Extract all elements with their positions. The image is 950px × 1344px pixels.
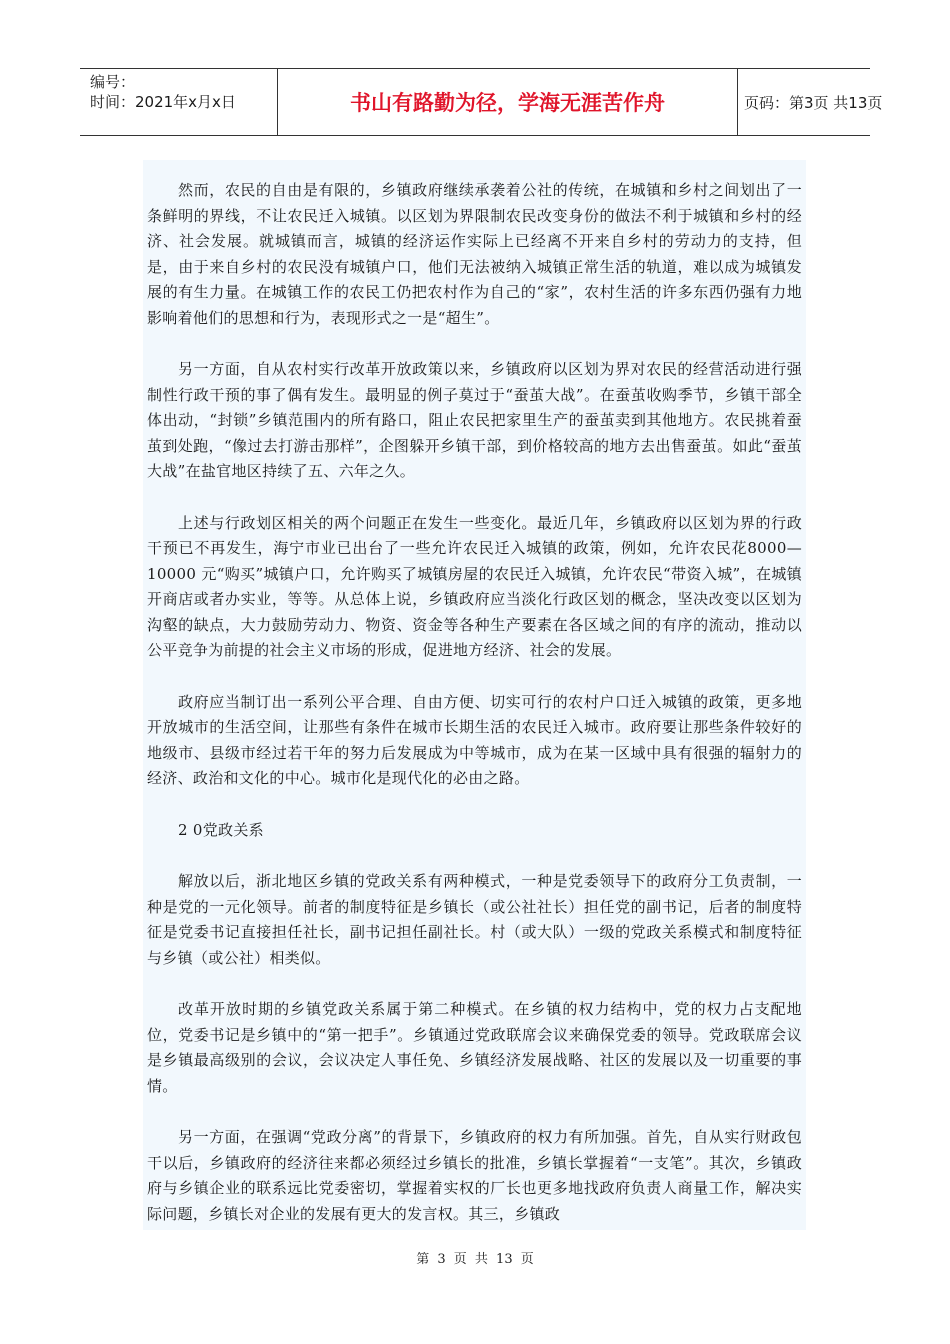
document-date-label: 时间：2021年x月x日 [90, 93, 236, 111]
page-footer: 第 3 页 共 13 页 [416, 1252, 534, 1267]
paragraph: 上述与行政划区相关的两个问题正在发生一些变化。最近几年，乡镇政府以区划为界的行政干预已不再发生，海宁市业已出台了一些允许农民迁入城镇的政策，例如，允许农民花8000—10000 元“购买”城镇户口，允许购买了城镇房屋的农民迁入城镇，允许农民“带资入城”，在城镇开商店或者办实业，等等。从总体上说，乡镇政府应当淡化行政区划的概念，坚决改变以区划为沟壑的缺点，大力鼓励劳动力、物资、资金等各种生产要素在各区域之间的有序的流动，推动以公平竞争为前提的社会主义市场的形成，促进地方经济、社会的发展。 [147, 513, 802, 659]
page-header [80, 68, 883, 136]
header-meta [80, 69, 278, 135]
paragraph: 政府应当制订出一系列公平合理、自由方便、切实可行的农村户口迁入城镇的政策，更多地开放城市的生活空间，让那些有条件在城市长期生活的农民迁入城市。政府要让那些条件较好的地级市、县级市经过若干年的努力后发展成为中等城市，成为在某一区域中具有很强的辐射力的经济、政治和文化的中心。城市化是现代化的必由之路。 [147, 692, 802, 787]
paragraph: 另一方面，自从农村实行改革开放政策以来，乡镇政府以区划为界对农民的经营活动进行强制性行政干预的事了偶有发生。最明显的例子莫过于“蚕茧大战”。在蚕茧收购季节，乡镇干部全体出动，“封锁”乡镇范围内的所有路口，阻止农民把家里生产的蚕茧卖到其他地方。农民挑着蚕茧到处跑，“像过去打游击那样”，企图躲开乡镇干部，到价格较高的地方去出售蚕茧。如此“蚕茧大战”在盐官地区持续了五、六年之久。 [147, 360, 802, 480]
section-heading: 2 0党政关系 [178, 820, 264, 839]
paragraph: 解放以后，浙北地区乡镇的党政关系有两种模式，一种是党委领导下的政府分工负责制，一种是党的一元化领导。前者的制度特征是乡镇长（或公社社长）担任党的副书记，后者的制度特征是党委书记直接担任社长，副书记担任副社长。村（或大队）一级的党政关系模式和制度特征与乡镇（或公社）相类似。 [147, 872, 802, 967]
paragraph: 然而，农民的自由是有限的，乡镇政府继续承袭着公社的传统，在城镇和乡村之间划出了一条鲜明的界线，不让农民迁入城镇。以区划为界限制农民改变身份的做法不利于城镇和乡村的经济、社会发展。就城镇而言，城镇的经济运作实际上已经离不开来自乡村的劳动力的支持，但是，由于来自乡村的农民没有城镇户口，他们无法被纳入城镇正常生活的轨道，难以成为城镇发展的有生力量。在城镇工作的农民工仍把农村作为自己的“家”，农村生活的许多东西仍强有力地影响着他们的思想和行为，表现形式之一是“超生”。 [147, 181, 802, 327]
document-number-label: 编号： [90, 73, 136, 91]
paragraph: 改革开放时期的乡镇党政关系属于第二种模式。在乡镇的权力结构中，党的权力占支配地位，党委书记是乡镇中的“第一把手”。乡镇通过党政联席会议来确保党委的领导。党政联席会议是乡镇最高级别的会议，会议决定人事任免、乡镇经济发展战略、社区的发展以及一切重要的事情。 [147, 1000, 802, 1095]
header-motto: 书山有路勤为径，学海无涯苦作舟 [278, 69, 738, 135]
paragraph: 另一方面，在强调“党政分离”的背景下，乡镇政府的权力有所加强。首先，自从实行财政包干以后，乡镇政府的经济往来都必须经过乡镇长的批准，乡镇长掌握着“一支笔”。其次，乡镇政府与乡镇企业的联系远比党委密切，掌握着实权的厂长也更多地找政府负责人商量工作，解决实际问题，乡镇长对企业的发展有更大的发言权。其三，乡镇政 [147, 1128, 802, 1223]
document-body [143, 160, 806, 1230]
header-page-info: 页码：第3页 共13页 [744, 94, 883, 112]
